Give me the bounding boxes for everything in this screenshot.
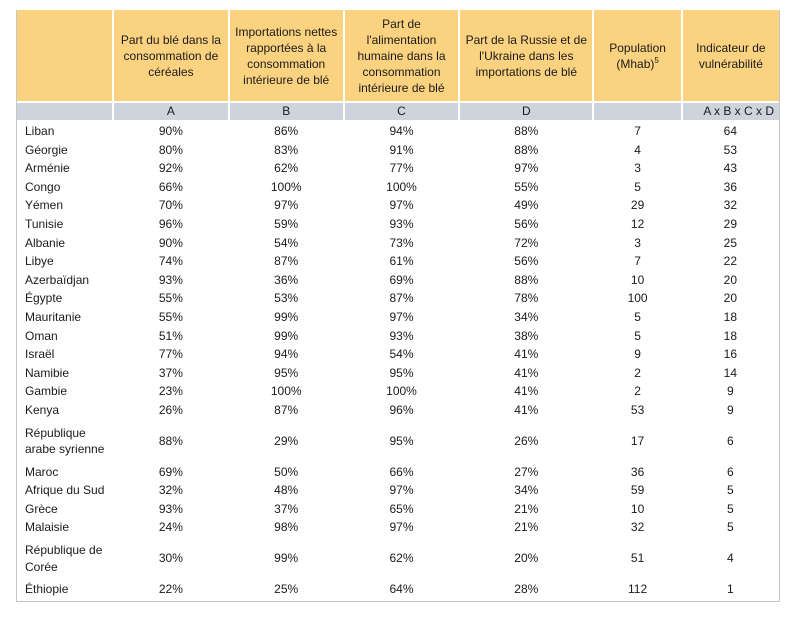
value-cell: 41%	[514, 365, 539, 380]
value-cell: 21%	[514, 501, 539, 516]
table-row	[17, 252, 779, 271]
value-cell: 87%	[389, 291, 414, 306]
value-cell: 93%	[158, 501, 183, 516]
value-cell: 54%	[389, 347, 414, 362]
value-cell: 2	[634, 365, 641, 380]
value-cell: 97%	[389, 198, 414, 213]
value-cell: 53%	[274, 291, 299, 306]
table-row	[17, 327, 779, 346]
value-cell: 61%	[389, 254, 414, 269]
value-cell: 36	[630, 464, 645, 479]
value-cell: 90%	[158, 235, 183, 250]
letter-cell-a: A	[113, 102, 228, 120]
value-cell: 32%	[158, 483, 183, 498]
value-cell: 91%	[389, 142, 414, 157]
value-cell: 28%	[514, 582, 539, 597]
country-cell: Éthiopie	[25, 582, 69, 597]
country-cell: République arabe syrienne	[25, 425, 105, 457]
value-cell: 53	[723, 142, 738, 157]
country-cell: Grèce	[25, 501, 58, 516]
value-cell: 73%	[389, 235, 414, 250]
column-header-a: Part du blé dans la consommation de céréales	[113, 10, 228, 102]
country-cell: Yémen	[25, 198, 64, 213]
value-cell: 30%	[158, 551, 183, 566]
column-header-country	[17, 10, 113, 102]
table-row	[17, 364, 779, 383]
value-cell: 16	[723, 347, 738, 362]
value-cell: 94%	[274, 347, 299, 362]
value-cell: 66%	[158, 179, 183, 194]
value-cell: 9	[727, 402, 734, 417]
table-row	[17, 234, 779, 253]
value-cell: 56%	[514, 254, 539, 269]
table-body	[17, 120, 779, 601]
column-header-d: Part de la Russie et de l'Ukraine dans les importations de blé	[459, 10, 593, 102]
country-cell: Kenya	[25, 402, 60, 417]
value-cell: 94%	[389, 124, 414, 138]
country-cell: Albanie	[25, 235, 66, 250]
value-cell: 6	[727, 464, 734, 479]
value-cell: 97%	[274, 198, 299, 213]
value-cell: 1	[727, 582, 734, 597]
value-cell: 2	[634, 384, 641, 399]
value-cell: 64%	[389, 582, 414, 597]
vulnerability-table-container	[16, 10, 780, 602]
value-cell: 50%	[274, 464, 299, 479]
value-cell: 62%	[274, 161, 299, 176]
value-cell: 100%	[386, 179, 417, 194]
value-cell: 99%	[274, 328, 299, 343]
value-cell: 20%	[514, 551, 539, 566]
value-cell: 55%	[158, 309, 183, 324]
table-row	[17, 500, 779, 519]
value-cell: 24%	[158, 520, 183, 535]
value-cell: 88%	[514, 142, 539, 157]
value-cell: 56%	[514, 216, 539, 231]
value-cell: 100	[627, 291, 648, 306]
letter-cell-population	[593, 102, 681, 120]
letter-cell-b: B	[229, 102, 344, 120]
value-cell: 55%	[514, 179, 539, 194]
value-cell: 5	[727, 501, 734, 516]
value-cell: 5	[634, 309, 641, 324]
value-cell: 72%	[514, 235, 539, 250]
population-footnote-superscript: 5	[654, 55, 659, 65]
value-cell: 95%	[274, 365, 299, 380]
value-cell: 80%	[158, 142, 183, 157]
value-cell: 88%	[158, 433, 183, 448]
value-cell: 38%	[514, 328, 539, 343]
value-cell: 26%	[514, 433, 539, 448]
value-cell: 3	[634, 235, 641, 250]
value-cell: 90%	[158, 124, 183, 138]
country-cell: Mauritanie	[25, 309, 82, 324]
value-cell: 41%	[514, 384, 539, 399]
value-cell: 78%	[514, 291, 539, 306]
value-cell: 64	[723, 124, 738, 138]
table-row	[17, 481, 779, 500]
value-cell: 97%	[514, 161, 539, 176]
value-cell: 95%	[389, 433, 414, 448]
value-cell: 32	[723, 198, 738, 213]
table-row	[17, 382, 779, 401]
value-cell: 27%	[514, 464, 539, 479]
country-cell: Arménie	[25, 161, 70, 176]
table-row	[17, 141, 779, 160]
value-cell: 25	[723, 235, 738, 250]
table-row	[17, 308, 779, 327]
value-cell: 62%	[389, 551, 414, 566]
value-cell: 5	[727, 483, 734, 498]
value-cell: 96%	[389, 402, 414, 417]
table-row	[17, 537, 779, 580]
value-cell: 34%	[514, 309, 539, 324]
value-cell: 32	[630, 520, 645, 535]
value-cell: 18	[723, 328, 738, 343]
table-row	[17, 271, 779, 290]
value-cell: 17	[630, 433, 645, 448]
letter-cell-empty	[17, 102, 113, 120]
value-cell: 53	[630, 402, 645, 417]
vulnerability-table	[17, 10, 779, 601]
value-cell: 55%	[158, 291, 183, 306]
table-row	[17, 518, 779, 537]
value-cell: 95%	[389, 365, 414, 380]
value-cell: 9	[634, 347, 641, 362]
value-cell: 5	[634, 328, 641, 343]
value-cell: 12	[630, 216, 645, 231]
value-cell: 6	[727, 433, 734, 448]
value-cell: 26%	[158, 402, 183, 417]
value-cell: 14	[723, 365, 738, 380]
country-cell: Libye	[25, 254, 54, 269]
value-cell: 36%	[274, 272, 299, 287]
country-cell: Azerbaïdjan	[25, 272, 90, 287]
value-cell: 74%	[158, 254, 183, 269]
header-label-row	[17, 10, 779, 102]
value-cell: 43	[723, 161, 738, 176]
value-cell: 66%	[389, 464, 414, 479]
value-cell: 87%	[274, 254, 299, 269]
value-cell: 112	[628, 582, 648, 597]
country-cell: Géorgie	[25, 142, 68, 157]
country-cell: Gambie	[25, 384, 68, 399]
value-cell: 29	[723, 216, 738, 231]
value-cell: 10	[630, 272, 645, 287]
table-row	[17, 401, 779, 420]
letter-cell-c: C	[344, 102, 459, 120]
value-cell: 69%	[389, 272, 414, 287]
country-cell: Oman	[25, 328, 58, 343]
country-cell: Tunisie	[25, 216, 64, 231]
country-cell: Maroc	[25, 464, 59, 479]
value-cell: 83%	[274, 142, 299, 157]
country-cell: Israël	[25, 347, 55, 362]
value-cell: 92%	[158, 161, 183, 176]
header-letter-row	[17, 102, 779, 120]
value-cell: 7	[634, 124, 641, 138]
column-header-b: Importations nettes rapportées à la consommation intérieure de blé	[229, 10, 344, 102]
value-cell: 70%	[158, 198, 183, 213]
letter-cell-formula: A x B x C x D	[682, 102, 779, 120]
value-cell: 34%	[514, 483, 539, 498]
value-cell: 29%	[274, 433, 299, 448]
country-cell: Congo	[25, 179, 61, 194]
value-cell: 22	[723, 254, 738, 269]
table-row	[17, 215, 779, 234]
value-cell: 97%	[389, 309, 414, 324]
column-header-c: Part de l'alimentation humaine dans la consommation intérieure de blé	[344, 10, 459, 102]
value-cell: 9	[727, 384, 734, 399]
country-cell: Namibie	[25, 365, 70, 380]
value-cell: 54%	[274, 235, 299, 250]
value-cell: 77%	[389, 161, 414, 176]
value-cell: 4	[727, 551, 734, 566]
value-cell: 93%	[158, 272, 183, 287]
value-cell: 18	[723, 309, 738, 324]
value-cell: 20	[723, 272, 738, 287]
value-cell: 37%	[158, 365, 183, 380]
value-cell: 4	[634, 142, 641, 157]
value-cell: 100%	[270, 179, 302, 194]
country-cell: Égypte	[25, 291, 63, 306]
value-cell: 3	[634, 161, 641, 176]
table-row	[17, 463, 779, 482]
column-header-population	[593, 10, 681, 102]
table-row	[17, 420, 779, 463]
table-row	[17, 580, 779, 601]
value-cell: 5	[727, 520, 734, 535]
value-cell: 88%	[514, 124, 539, 138]
value-cell: 93%	[389, 216, 414, 231]
table-header	[17, 10, 779, 120]
value-cell: 49%	[514, 198, 539, 213]
value-cell: 59%	[274, 216, 299, 231]
value-cell: 41%	[514, 402, 539, 417]
value-cell: 86%	[274, 124, 299, 138]
value-cell: 25%	[274, 582, 299, 597]
value-cell: 22%	[158, 582, 183, 597]
value-cell: 36	[723, 179, 738, 194]
value-cell: 10	[630, 501, 645, 516]
value-cell: 96%	[158, 216, 183, 231]
value-cell: 77%	[158, 347, 183, 362]
country-cell: Afrique du Sud	[25, 483, 105, 498]
country-cell: Liban	[25, 124, 55, 138]
value-cell: 41%	[514, 347, 539, 362]
value-cell: 100%	[386, 384, 417, 399]
population-label: Population (Mhab)	[609, 40, 666, 71]
table-row	[17, 289, 779, 308]
value-cell: 48%	[274, 483, 299, 498]
value-cell: 65%	[389, 501, 414, 516]
value-cell: 97%	[389, 483, 414, 498]
table-row	[17, 345, 779, 364]
table-row	[17, 120, 779, 141]
value-cell: 69%	[158, 464, 183, 479]
value-cell: 7	[634, 254, 641, 269]
value-cell: 51%	[158, 328, 183, 343]
value-cell: 23%	[158, 384, 183, 399]
column-header-indicator: Indicateur de vulnérabilité	[682, 10, 779, 102]
table-row	[17, 196, 779, 215]
value-cell: 5	[634, 179, 641, 194]
letter-cell-d: D	[459, 102, 593, 120]
value-cell: 100%	[270, 384, 302, 399]
value-cell: 88%	[514, 272, 539, 287]
value-cell: 93%	[389, 328, 414, 343]
value-cell: 20	[723, 291, 738, 306]
value-cell: 51	[630, 551, 645, 566]
value-cell: 97%	[389, 520, 414, 535]
country-cell: République de Corée	[25, 543, 103, 574]
country-cell: Malaisie	[25, 520, 70, 535]
table-row	[17, 159, 779, 178]
value-cell: 99%	[274, 551, 299, 566]
value-cell: 98%	[274, 520, 299, 535]
value-cell: 99%	[274, 309, 299, 324]
value-cell: 37%	[274, 501, 299, 516]
value-cell: 29	[630, 198, 645, 213]
value-cell: 21%	[514, 520, 539, 535]
value-cell: 87%	[274, 402, 299, 417]
table-row	[17, 178, 779, 197]
value-cell: 59	[630, 483, 645, 498]
